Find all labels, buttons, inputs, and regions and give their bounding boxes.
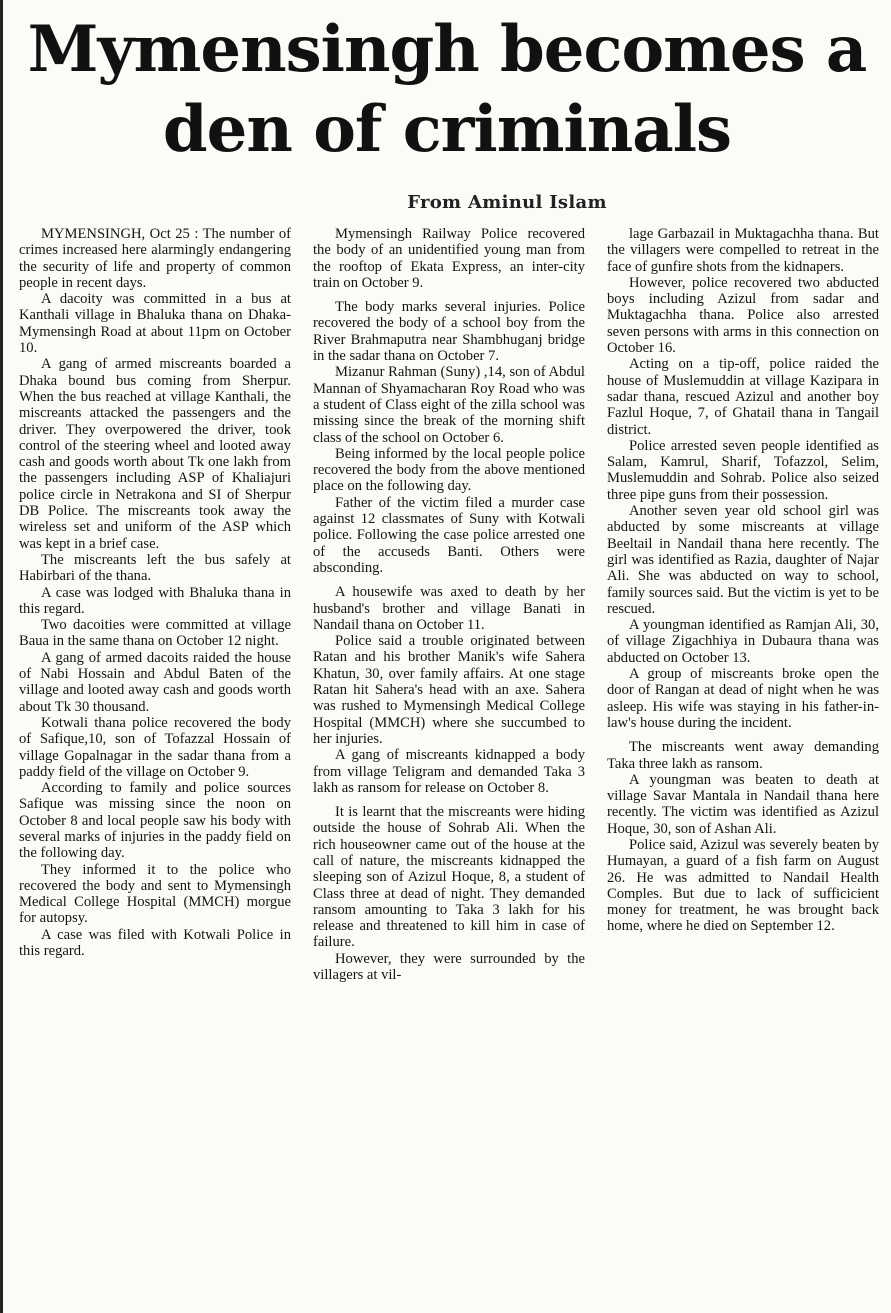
paragraph: A case was lodged with Bhaluka thana in this regard.	[19, 584, 291, 617]
paragraph: Mymensingh Railway Police recovered the body of an unidentified young man from the rooftop of Ekata Express, an inter-city train on October 9.	[313, 226, 585, 291]
headline-line-2: den of criminals	[162, 92, 732, 167]
byline: From Aminul Islam	[407, 192, 607, 213]
paragraph: A case was filed with Kotwali Police in this regard.	[19, 926, 291, 960]
paragraph: Police said, Azizul was severely beaten by Humayan, a guard of a fish farm on August 26. He was admitted to Nandail Health Comples. But due to lack of sufficicient money for treatment, he was brought back home, where he died on September 12.	[607, 836, 879, 935]
paragraph: A youngman was beaten to death at village Savar Mantala in Nandail thana here recently. The victim was identified as Azizul Hoque, 30, son of Ashan Ali.	[607, 771, 879, 837]
paragraph: The body marks several injuries. Police recovered the body of a school boy from the River Brahmaputra near Shambhuganj bridge in the sadar thana on October 7.	[313, 299, 585, 365]
paragraph: Being informed by the local people police recovered the body from the above mentioned place on the following day.	[313, 445, 585, 495]
paragraph: Police said a trouble originated between Ratan and his brother Manik's wife Sahera Khatun, 30, over family affairs. At one stage Ratan hit Sahera's head with an axe. Sahera was rushed to Mymensingh Medical College Hospital (MMCH) where she succumbed to her injuries.	[313, 633, 585, 747]
paragraph: Police arrested seven people identified as Salam, Kamrul, Sharif, Tofazzol, Selim, Muslemuddin and Sohrab. Police also seized three pipe guns from their possession.	[607, 437, 879, 503]
column-1	[19, 226, 291, 983]
paragraph: Mizanur Rahman (Suny) ,14, son of Abdul Mannan of Shyamacharan Roy Road who was a student of Class eight of the zilla school was missing since the break of the morning shift class of the school on October 6.	[313, 364, 585, 446]
paragraph: According to family and police sources Safique was missing since the noon on October 8 and local people saw his body with several marks of injuries in the paddy field on the following day.	[19, 780, 291, 862]
paragraph: A gang of miscreants kidnapped a body from village Teligram and demanded Taka 3 lakh as ransom for release on October 8.	[313, 747, 585, 796]
paragraph: A dacoity was committed in a bus at Kanthali village in Bhaluka thana on Dhaka-Mymensingh Road at about 11pm on October 10.	[19, 291, 291, 357]
article-columns	[19, 226, 885, 983]
headline-line-1: Mymensingh becomes a	[27, 12, 867, 87]
paragraph: It is learnt that the miscreants were hiding outside the house of Sohrab Ali. When the rich houseowner came out of the house at the call of nature, the miscreants kidnapped the sleeping son of Azizul Hoque, 8, a student of Class three at dead of night. They demanded ransom amounting to Taka 3 lakh for his release and threatened to kill him in case of failure.	[313, 804, 585, 951]
paragraph: A gang of armed miscreants boarded a Dhaka bound bus coming from Sherpur. When the bus reached at village Kanthali, the miscreants attacked the passengers and the driver. They overpowered the driver, took control of the steering wheel and looted away cash and goods worth about Tk one lakh from the passengers including ASP of Khaliajuri police circle in Netrakona and SI of Sherpur DB Police. The miscreants took away the wireless set and uniform of the ASP which was kept in a brief case.	[19, 356, 291, 552]
headline	[3, 0, 891, 170]
paragraph: The miscreants left the bus safely at Habirbari of the thana.	[19, 551, 291, 585]
paragraph: A youngman identified as Ramjan Ali, 30, of village Zigachhiya in Dubaura thana was abducted on October 13.	[607, 617, 879, 666]
column-2	[313, 226, 585, 983]
paragraph: lage Garbazail in Muktagachha thana. But the villagers were compelled to retreat in the face of gunfire shots from the kidnapers.	[607, 226, 879, 275]
paragraph: Two dacoities were committed at village Baua in the same thana on October 12 night.	[19, 617, 291, 650]
paragraph: Acting on a tip-off, police raided the house of Muslemuddin at village Kazipara in sadar thana, rescued Azizul and another boy Fazlul Hoque, 7, of Ghatail thana in Tangail district.	[607, 356, 879, 438]
paragraph: They informed it to the police who recovered the body and sent to Mymensingh Medical College Hospital (MMCH) morgue for autopsy.	[19, 861, 291, 927]
paragraph: Another seven year old school girl was abducted by some miscreants at village Beeltail in Nandail thana here recently. The girl was identified as Razia, daughter of Najar Ali. She was abducted on way to school, family sources said. But the victim is yet to be rescued.	[607, 503, 879, 617]
column-3	[607, 226, 879, 983]
paragraph: A housewife was axed to death by her husband's brother and village Banati in Nandail thana on October 11.	[313, 584, 585, 633]
paragraph: Kotwali thana police recovered the body of Safique,10, son of Tofazzal Hossain of village Gopalnagar in the sadar thana from a paddy field of the village on October 9.	[19, 714, 291, 780]
paragraph: A gang of armed dacoits raided the house of Nabi Hossain and Abdul Baten of the village and looted away cash and goods worth about Tk 30 thousand.	[19, 649, 291, 715]
paragraph: The miscreants went away demanding Taka three lakh as ransom.	[607, 739, 879, 772]
paragraph: However, they were surrounded by the villagers at vil-	[313, 950, 585, 984]
paragraph: A group of miscreants broke open the door of Rangan at dead of night when he was asleep. His wife was staying in his father-in-law's house during the incident.	[607, 666, 879, 731]
paragraph: However, police recovered two abducted boys including Azizul from sadar and Muktagachha thana. Police also arrested seven persons with arms in this connection on October 16.	[607, 274, 879, 357]
paragraph: MYMENSINGH, Oct 25 : The number of crimes increased here alarmingly endangering the security of life and property of common people in recent days.	[19, 226, 291, 291]
paragraph: Father of the victim filed a murder case against 12 classmates of Suny with Kotwali police. Following the case police arrested one of the accuseds Banti. Others were absconding.	[313, 494, 585, 576]
